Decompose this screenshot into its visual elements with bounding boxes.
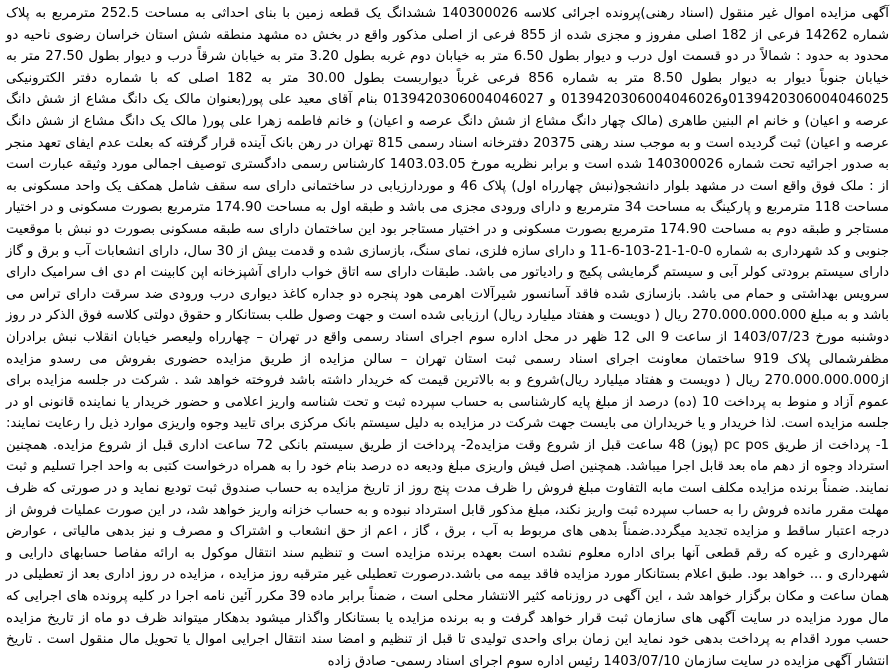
notice-body: آگهی مزایده اموال غیر منقول (اسناد رهنی)پرونده اجرائی کلاسه 140300026 ششدانگ یک قطعه زمین با بنای احداثی به مساحت 252.5 مترمربع به پلاک شماره 14262 فرعی از 182 اصلی مفروز و مجزی شده از 855 فرعی از اصلی مذکور واقع در بخش ده مشهد منطقه شش استان خراسان رضوی ناحیه دو محدود به حدود : شمالاً در دو قسمت اول درب و دیوار بطول 6.50 متر به خیابان دوم غربه بطول 3.20 متر به خیابان شرقاً درب و دیوار بطول 27.50 متر به خیابان جنوباً دیوار به دیوار بطول 8.50 متر به شماره 856 فرعی غرباً دیواربست بطول 30.00 متر به 182 اصلی که با شماره دفتر الکترونیکی 0139420306004046025و0139420306004046026 و 0139420306004046027 بنام آقای معید علی پور(بعنوان مالک یک دانگ مشاع از شش دانگ عرصه و اعیان) و خانم ام البنین طاهری (مالک چهار دانگ مشاع از شش دانگ عرصه و اعیان) و خانم فاطمه زهرا علی پور( مالک یک دانگ مشاع از شش دانگ عرصه و اعیان) ثبت گردیده است و به موجب سند رهنی 20375 دفترخانه اسناد رسمی 815 تهران در رهن بانک آینده قرار گرفته که بعلت عدم ایفای تعهد منجر به صدور اجرائیه تحت شماره 140300026 شده است و برابر نظریه مورخ 1403.03.05 کارشناس رسمی دادگستری توصیف اجمالی مورد وثیقه عبارت است از : ملک فوق واقع است در مشهد بلوار دانشجو(نبش چهارراه اول) پلاک 46 و موردارزیابی در ساختمانی دارای سه سقف شامل همکف یک واحد مسکونی به مساحت 118 مترمربع و پارکینگ به مساحت 34 مترمربع و دارای ورودی مجزی می باشد و طبقه اول به مساحت 174.90 مترمربع بصورت مسکونی و در اختیار مستاجر و طبقه دوم به مساحت 174.90 مترمربع بصورت مسکونی و در اختیار مستاجر بود این ساختمان دارای سه طبقه مسکونی بصورت دو نبش با موقعیت جنوبی و کد شهرداری به شماره 0-0-1-21-103-6-11 و دارای سازه فلزی، نمای سنگ، بازسازی شده و قدمت بیش از 30 سال، دارای انشعابات آب و برق و گاز دارای سیستم برودتی کولر آبی و سیستم گرمایشی پکیج و رادیاتور می باشد. طبقات دارای سه اتاق خواب دارای آشپزخانه اپن کابینت ام دی اف سرامیک دارای سرویس بهداشتی و حمام می باشد. بازسازی شده فاقد آسانسور شیرآلات اهرمی هود پنجره دو جداره کاغذ دیواری درب ورودی ضد سرقت دارای تراس می باشد و به مبلغ 270.000.000.000 ریال ( دویست و هفتاد میلیارد ریال) ارزیابی شده است و جهت وصول طلب بستانکار و حقوق دولتی کلاسه فوق الذکر در روز دوشنبه مورخ 1403/07/23 از ساعت 9 الی 12 ظهر در محل اداره سوم اجرای اسناد رسمی واقع در تهران – چهارراه ولیعصر خیابان انقلاب نبش برادران مظفرشمالی پلاک 919 ساختمان معاونت اجرای اسناد رسمی ثبت استان تهران – سالن مزایده از طریق مزایده حضوری بفروش می رسدو مزایده از270.000.000.000 ریال ( دویست و هفتاد میلیارد ریال)شروع و به بالاترین قیمت که خریدار داشته باشد فروخته خواهد شد . شرکت در جلسه مزایده برای عموم آزاد و منوط به پرداخت 10 (ده) درصد از مبلغ پایه کارشناسی به حساب سپرده ثبت و تحت شناسه واریز اعلامی و حضور خریدار یا نماینده قانونی او در جلسه مزایده است. لذا خریدار و یا خریداران می بایست جهت شرکت در مزایده به دلیل سیستم بانک مرکزی برای تایید وجوه واریزی موارد ذیل را رعایت نمایند: 1- پرداخت از طریق pc pos (پوز) 48 ساعت قبل از شروع وقت مزایده2- پرداخت از طریق سیستم بانکی 72 ساعت اداری قبل از شروع مزایده. همچنین استرداد وجوه از دهم ماه بعد قابل اجرا میباشد. همچنین اصل فیش واریزی مبلغ ودیعه ده درصد بنام خود را به همراه درخواست کتبی به واحد اجرا تسلیم و ثبت نمایند. ضمناً برنده مزایده مکلف است مابه التفاوت مبلغ فروش را ظرف مدت پنج روز از تاریخ مزایده به حساب صندوق ثبت تودیع نماید و در صورتی که ظرف مهلت مقرر مانده فروش را به حساب سپرده ثبت واریز نکند، مبلغ مذکور قابل استرداد نبوده و به حساب خزانه واریز خواهد شد، در این صورت عملیات فروش از درجه اعتبار ساقط و مزایده تجدید میگردد.ضمناً بدهی های مربوط به آب ، برق ، گاز ، اعم از حق انشعاب و اشتراک و مصرف و نیز بدهی مالیاتی ، عوارض شهرداری و غیره که رقم قطعی آنها برای اداره معلوم نشده است بعهده برنده مزایده است و تنظیم سند انتقال موکول به ارائه مفاصا حسابهای دارایی و شهرداری و ... خواهد بود. طبق اعلام بستانکار مورد مزایده فاقد بیمه می باشد.درصورت تعطیلی غیر مترقبه روز مزایده ، مزایده در روز اداری بعد از تعطیلی در همان ساعت و مکان برگزار خواهد شد ، این آگهی در روزنامه کثیر الانتشار محلی است ، ضمناً برابر ماده 39 مکرر آئین نامه اجرا در کلیه پرونده های اجرایی که مال مورد مزایده در سایت آگهی های سازمان ثبت قرار خواهد گرفت و به برنده مزایده یا بستانکار واگذار میشود بدهکار میتواند ظرف دو ماه از تاریخ مزایده حسب مورد اقدام به پرداخت بدهی خود نماید این زمان برای واحدی تولیدی تا قبل از تنظیم و امضا سند انتقال اجرایی اموال یا تحویل مال منقول است . تاریخ انتشار آگهی مزایده در سایت سازمان 1403/07/10 رئیس اداره سوم اجرای اسناد رسمی- صادق زاده — [6, 6, 890, 669]
